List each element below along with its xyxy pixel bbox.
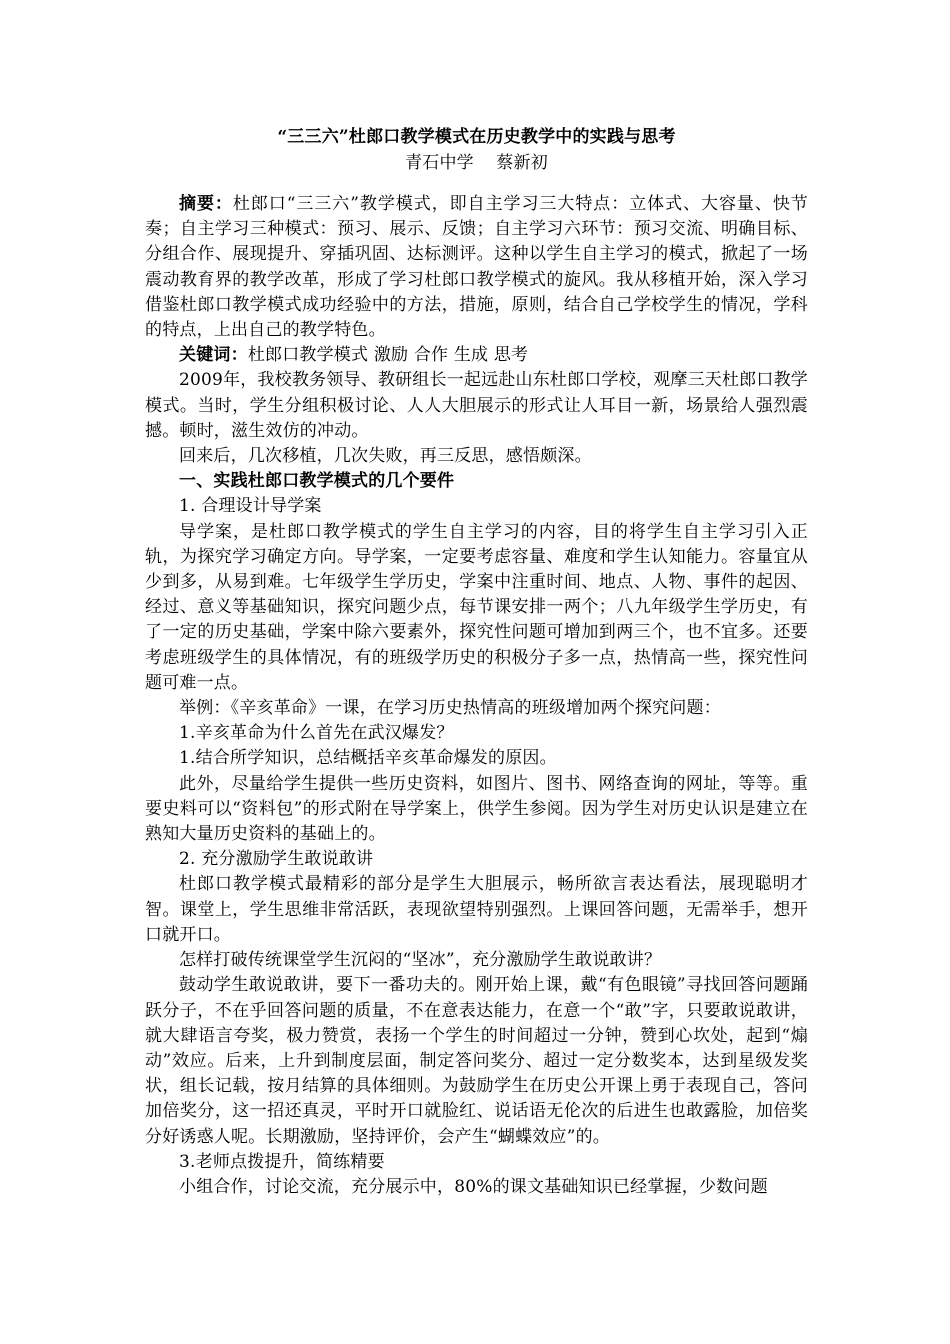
abstract-label: 摘要：: [179, 194, 233, 214]
body-paragraph: 举例：《辛亥革命》一课，在学习历史热情高的班级增加两个探究问题：: [179, 698, 721, 719]
subsection-heading: 3.老师点拨提升，简练精要: [179, 1151, 385, 1172]
keywords-text: 杜郎口教学模式 激励 合作 生成 思考: [247, 345, 529, 366]
list-item: 1.结合所学知识，总结概括辛亥革命爆发的原因。: [179, 748, 557, 769]
abstract-paragraph: [145, 192, 808, 343]
subsection-heading: 2. 充分激励学生敢说敢讲: [179, 849, 374, 870]
body-paragraph: 鼓动学生敢说敢讲，要下一番功夫的。刚开始上课，戴“有色眼镜”寻找回答问题踊跃分子，不在乎回答问题的质量，不在意表达能力，在意一个“敢”字，只要敢说敢讲，就大肆语言夸奖，极力赞赏，表扬一个学生的时间超过一分钟，赞到心坎处，起到“煽动”效应。后来，上升到制度层面，制定答问奖分、超过一定分数奖本，达到星级发奖状，组长记载，按月结算的具体细则。为鼓励学生在历史公开课上勇于表现自己，答问加倍奖分，这一招还真灵，平时开口就脸红、说话语无伦次的后进生也敢露脸，加倍奖分好诱惑人呢。长期激励，坚持评价，会产生“蝴蝶效应”的。: [145, 975, 808, 1147]
body-paragraph: 小组合作，讨论交流，充分展示中，80%的课文基础知识已经掌握，少数问题: [179, 1176, 768, 1197]
document-page: [145, 124, 808, 1200]
section-heading: 一、实践杜郎口教学模式的几个要件: [179, 471, 455, 492]
list-item: 1.辛亥革命为什么首先在武汉爆发？: [179, 723, 454, 744]
document-title: “三三六”杜郎口教学模式在历史教学中的实践与思考: [277, 127, 676, 147]
body-paragraph: 此外，尽量给学生提供一些历史资料，如图片、图书、网络查询的网址，等等。重要史料可以“资料包”的形式附在导学案上，供学生参阅。因为学生对历史认识是建立在熟知大量历史资料的基础上的。: [145, 773, 808, 845]
body-paragraph: 怎样打破传统课堂学生沉闷的“坚冰”，充分激励学生敢说敢讲？: [179, 950, 662, 971]
body-paragraph: 杜郎口教学模式最精彩的部分是学生大胆展示，畅所欲言表达看法，展现聪明才智。课堂上，学生思维非常活跃，表现欲望特别强烈。上课回答问题，无需举手，想开口就开口。: [145, 874, 808, 945]
author-line: 青石中学 蔡新初: [405, 153, 548, 173]
keywords-label: 关键词：: [179, 345, 248, 366]
keywords-paragraph: [145, 343, 808, 368]
subsection-heading: 1. 合理设计导学案: [179, 496, 322, 517]
body-paragraph: 导学案，是杜郎口教学模式的学生自主学习的内容，目的将学生自主学习引入正轨，为探究学习确定方向。导学案，一定要考虑容量、难度和学生认知能力。容量宜从少到多，从易到难。七年级学生学历史，学案中注重时间、地点、人物、事件的起因、经过、意义等基础知识，探究问题少点，每节课安排一两个；八九年级学生学历史，有了一定的历史基础，学案中除六要素外，探究性问题可增加到两三个，也不宜多。还要考虑班级学生的具体情况，有的班级学历史的积极分子多一点，热情高一些，探究性问题可难一点。: [145, 521, 808, 693]
abstract-text: 杜郎口“三三六”教学模式，即自主学习三大特点：立体式、大容量、快节奏；自主学习三种模式：预习、展示、反馈；自主学习六环节：预习交流、明确目标、分组合作、展现提升、穿插巩固、达标测评。这种以学生自主学习的模式，掀起了一场震动教育界的教学改革，形成了学习杜郎口教学模式的旋风。我从移植开始，深入学习借鉴杜郎口教学模式成功经验中的方法，措施，原则，结合自己学校学生的情况，学科的特点，上出自己的教学特色。: [145, 194, 808, 341]
body-paragraph: 2009年，我校教务领导、教研组长一起远赴山东杜郎口学校，观摩三天杜郎口教学模式。当时，学生分组积极讨论、人人大胆展示的形式让人耳目一新，场景给人强烈震撼。顿时，滋生效仿的冲动。: [145, 370, 808, 441]
body-paragraph: 回来后，几次移植，几次失败，再三反思，感悟颇深。: [179, 446, 592, 467]
